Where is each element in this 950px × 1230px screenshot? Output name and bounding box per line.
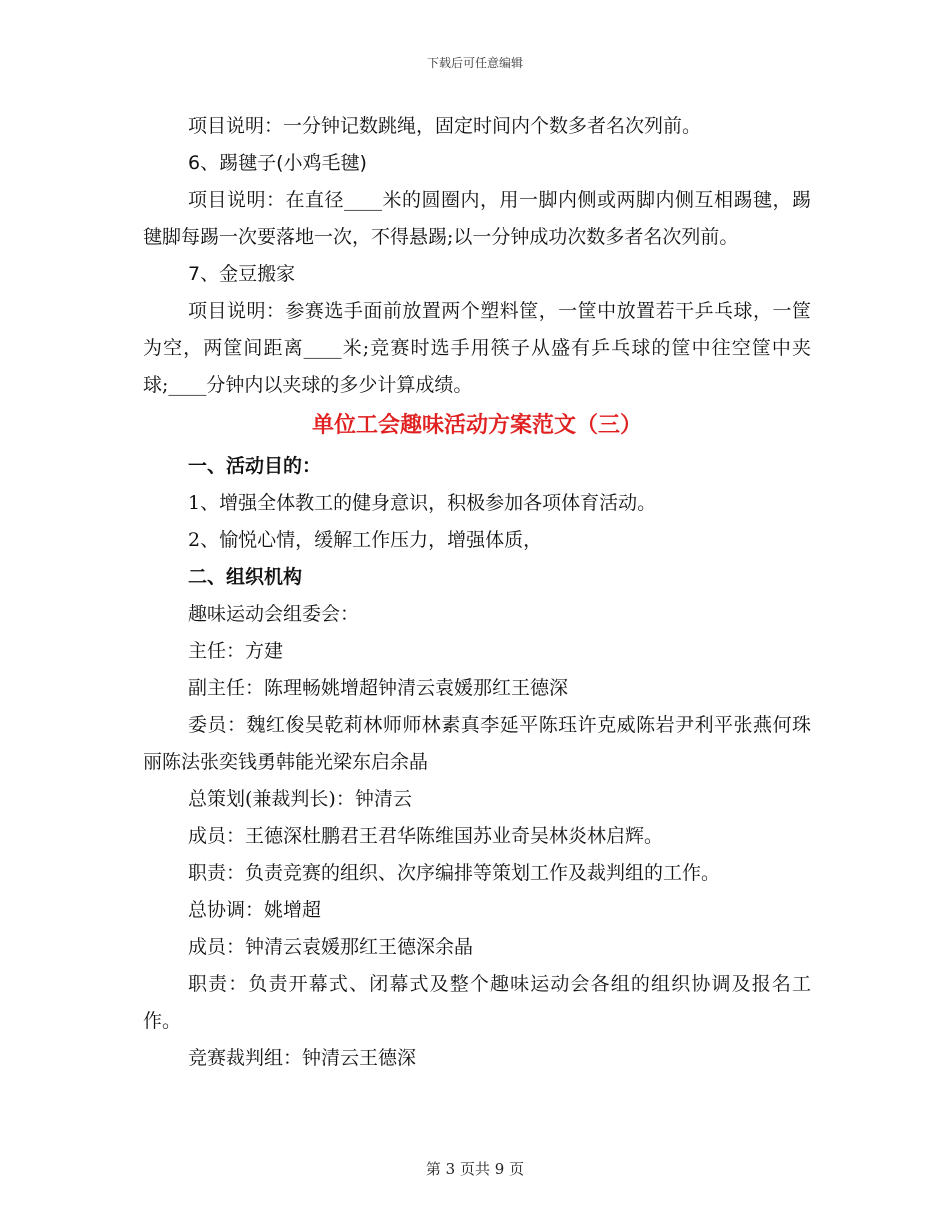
item-heading-golden-beans: 7、金豆搬家 [188,263,296,285]
paragraph-rope-desc: 项目说明：一分钟记数跳绳，固定时间内个数多者名次列前。 [188,115,702,137]
paragraph-shuttlecock-desc: 项目说明：在直径____米的圆圈内，用一脚内侧或两脚内侧互相踢毽，踢毽脚每踢一次要落地一次，不得悬踢;以一分钟成功次数多者名次列前。 [143,189,811,248]
purpose-item-2: 2、愉悦心情，缓解工作压力，增强体质， [188,529,543,551]
org-members: 委员：魏红俊吴乾莉林师师林素真李延平陈珏许克威陈岩尹利平张燕何珠丽陈法张奕钱勇韩能光梁东启余晶 [143,714,811,773]
document-body [143,108,811,1077]
page-footer: 第 3 页共 9 页 [425,1160,525,1178]
org-planner-members: 成员：王德深杜鹏君王君华陈维国苏业奇吴林炎林启辉。 [188,825,664,847]
purpose-item-1: 1、增强全体教工的健身意识，积极参加各项体育活动。 [188,492,657,514]
org-coordinator-duties: 职责：负责开幕式、闭幕式及整个趣味运动会各组的组织协调及报名工作。 [143,973,811,1032]
org-chief-planner: 总策划(兼裁判长)：钟清云 [188,788,412,810]
org-coordinator-members: 成员：钟清云袁媛那红王德深余晶 [188,936,474,958]
org-referee-group: 竞赛裁判组：钟清云王德深 [188,1047,417,1069]
org-committee: 趣味运动会组委会： [188,603,360,625]
document-title: 单位工会趣味活动方案范文（三） [311,413,642,438]
item-heading-shuttlecock: 6、踢毽子(小鸡毛毽) [188,152,367,174]
section-heading-organization: 二、组织机构 [188,566,303,588]
org-planner-duties: 职责：负责竞赛的组织、次序编排等策划工作及裁判组的工作。 [188,862,721,884]
org-coordinator: 总协调：姚增超 [188,899,322,921]
org-director: 主任：方建 [188,640,284,662]
section-heading-purpose: 一、活动目的： [188,455,322,477]
page-header: 下载后可任意编辑 [426,56,523,70]
org-deputy-directors: 副主任：陈理畅姚增超钟清云袁媛那红王德深 [188,677,569,699]
paragraph-golden-beans-desc: 项目说明：参赛选手面前放置两个塑料筐，一筐中放置若干乒乓球，一筐为空，两筐间距离____米;竞赛时选手用筷子从盛有乒乓球的筐中往空筐中夹球;____分钟内以夹球的多少计算成绩。 [143,300,811,396]
